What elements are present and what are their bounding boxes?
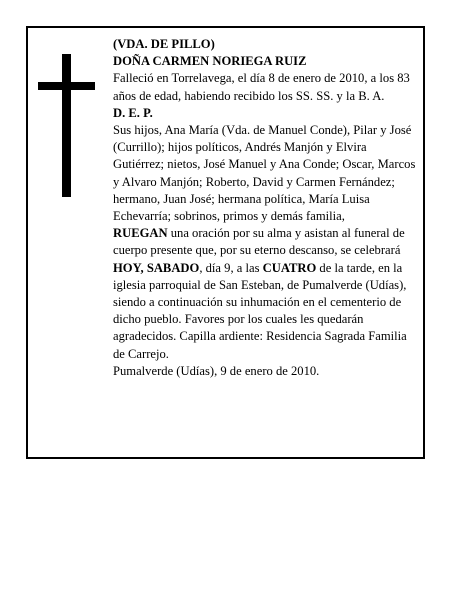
funeral-hour: CUATRO xyxy=(262,260,317,275)
deceased-name: DOÑA CARMEN NORIEGA RUIZ xyxy=(113,54,307,69)
cross-icon-crossbar xyxy=(38,82,95,90)
cross-icon xyxy=(62,54,71,197)
dep-line: D. E. P. xyxy=(113,105,153,120)
ruegan-word: RUEGAN xyxy=(113,226,168,241)
family-paragraph: Sus hijos, Ana María (Vda. de Manuel Conde), Pilar y José (Currillo); hijos políticos, Andrés Manjón y Elvira Gutiérrez; nietos, José Manuel y Ana Conde; Oscar, Marcos y Alvaro Manjón; Roberto, David y Carmen Fernández; hermano, Juan José; hermana política, María Luisa Echevarría; sobrinos, primos y demás familia, xyxy=(113,123,416,224)
prayer-text: una oración por su alma y asistan al funeral de cuerpo presente que, por su eterno descanso, se celebrará xyxy=(113,226,405,258)
funeral-details: de la tarde, en la iglesia parroquial de San Esteban, de Pumalverde (Udías), siendo a continuación su inhumación en el cementerio de dicho pueblo. Favores por los cuales les quedarán agradecidos. Capilla ardiente: Residencia Sagrada Familia de Carrejo. xyxy=(113,260,407,361)
obituary-text xyxy=(113,36,418,380)
funeral-paragraph xyxy=(113,225,418,363)
widow-line: (VDA. DE PILLO) xyxy=(113,37,215,51)
place-date: Pumalverde (Udías), 9 de enero de 2010. xyxy=(113,363,320,378)
death-statement: Falleció en Torrelavega, el día 8 de enero de 2010, a los 83 años de edad, habiendo recibido los SS. SS. y la B. A. xyxy=(113,71,410,103)
day-text: , día 9, a las xyxy=(199,260,263,275)
funeral-day: HOY, SABADO xyxy=(113,260,200,275)
